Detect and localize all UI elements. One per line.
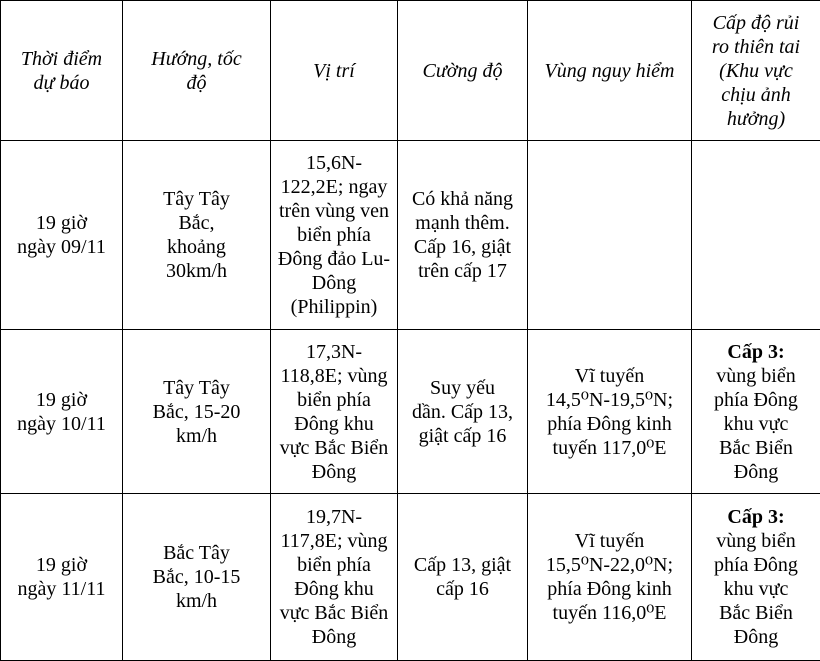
cell-time: 19 giờ ngày 11/11 (1, 494, 123, 661)
cell-intensity: Cấp 13, giật cấp 16 (398, 494, 528, 661)
header-forecast-time: Thời điểm dự báo (1, 1, 123, 141)
header-direction-speed: Hướng, tốc độ (123, 1, 271, 141)
table-row (1, 141, 820, 330)
cell-danger-zone: Vĩ tuyến 14,5⁰N-19,5⁰N; phía Đông kinh tuyến 117,0⁰E (528, 330, 692, 494)
risk-level-label: Cấp 3: (698, 340, 814, 364)
cell-time: 19 giờ ngày 09/11 (1, 141, 123, 330)
cell-risk-level: Cấp 3: vùng biển phía Đông khu vực Bắc Biển Đông (692, 330, 820, 494)
table-row (1, 494, 820, 661)
cell-intensity: Suy yếu dần. Cấp 13, giật cấp 16 (398, 330, 528, 494)
cell-danger-zone (528, 141, 692, 330)
cell-direction: Tây Tây Bắc, khoảng 30km/h (123, 141, 271, 330)
risk-level-label: Cấp 3: (698, 505, 814, 529)
header-intensity: Cường độ (398, 1, 528, 141)
header-row (1, 1, 820, 141)
cell-time: 19 giờ ngày 10/11 (1, 330, 123, 494)
header-risk-level: Cấp độ rủi ro thiên tai (Khu vực chịu ảnh hưởng) (692, 1, 820, 141)
cell-position: 19,7N- 117,8E; vùng biển phía Đông khu vực Bắc Biển Đông (271, 494, 398, 661)
cell-position: 17,3N- 118,8E; vùng biển phía Đông khu vực Bắc Biển Đông (271, 330, 398, 494)
header-position: Vị trí (271, 1, 398, 141)
cell-risk-level: Cấp 3: vùng biển phía Đông khu vực Bắc Biển Đông (692, 494, 820, 661)
cell-position: 15,6N- 122,2E; ngay trên vùng ven biển phía Đông đảo Lu- Dông (Philippin) (271, 141, 398, 330)
cell-danger-zone: Vĩ tuyến 15,5⁰N-22,0⁰N; phía Đông kinh tuyến 116,0⁰E (528, 494, 692, 661)
cell-direction: Bắc Tây Bắc, 10-15 km/h (123, 494, 271, 661)
header-danger-zone: Vùng nguy hiểm (528, 1, 692, 141)
cell-risk-level (692, 141, 820, 330)
table-row (1, 330, 820, 494)
cell-intensity: Có khả năng mạnh thêm. Cấp 16, giật trên cấp 17 (398, 141, 528, 330)
cell-direction: Tây Tây Bắc, 15-20 km/h (123, 330, 271, 494)
